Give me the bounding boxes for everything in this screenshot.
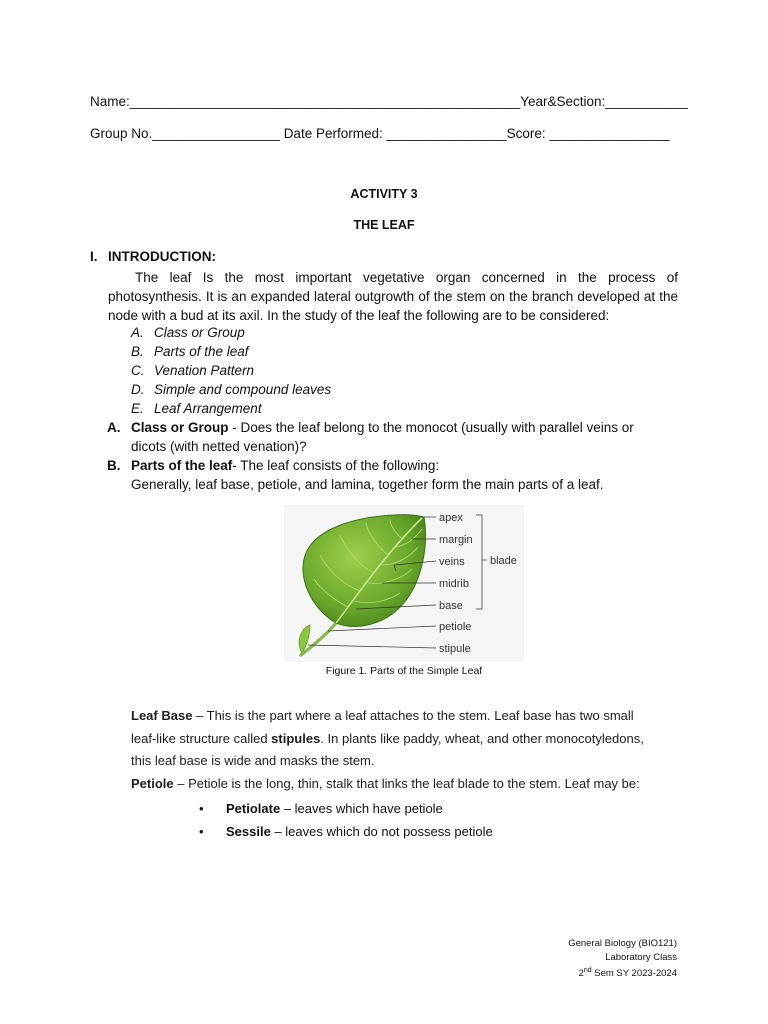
- intro-paragraph: The leaf Is the most important vegetative organ concerned in the process of photosynthesis. It is an expanded lateral outgrowth of the stem on the branch developed at the node with a bud at its axil. In the study of the leaf the following are to be considered:: [108, 270, 678, 323]
- bullet-term: Petiolate: [226, 801, 281, 816]
- leaf-figure: [284, 505, 524, 662]
- section-b-text: - The leaf consists of the following:: [232, 458, 440, 473]
- leaf-base-line-1: [131, 705, 691, 728]
- label-veins: veins: [439, 556, 465, 568]
- label-stipule: stipule: [439, 643, 471, 655]
- intro-number: I.: [90, 249, 98, 264]
- leaf-base-term: Leaf Base: [131, 708, 193, 723]
- footer-semester-text: Sem SY 2023-2024: [591, 968, 677, 980]
- petiole-term: Petiole: [131, 775, 174, 791]
- label-margin: margin: [439, 534, 473, 546]
- name-field[interactable]: ____________________________________________________: [129, 94, 521, 109]
- section-b: [107, 458, 439, 473]
- section-a-letter: A.: [107, 420, 121, 435]
- section-a: [107, 420, 634, 435]
- group-label: Group No.: [90, 126, 153, 141]
- footer-semester-suffix: nd: [583, 967, 592, 974]
- list-item: [131, 325, 245, 340]
- footer-line-3: [568, 964, 677, 981]
- date-field[interactable]: ________________: [386, 126, 507, 141]
- section-b-term: Parts of the leaf: [131, 458, 233, 473]
- footer-line-2: Laboratory Class: [605, 951, 677, 963]
- date-label: Date Performed:: [283, 126, 383, 141]
- leaf-base-text-2c: . In plants like paddy, wheat, and other monocotyledons,: [320, 730, 644, 746]
- list-text: Class or Group: [154, 325, 245, 340]
- bullet-term: Sessile: [226, 824, 271, 839]
- header-line-2: [90, 126, 670, 141]
- section-a-text: - Does the leaf belong to the monocot (usually with parallel veins or: [228, 420, 634, 435]
- stipules-term: stipules: [271, 730, 321, 746]
- header-line-1: [90, 94, 688, 109]
- year-section-label: Year&Section:: [520, 94, 606, 109]
- bullet-dot: •: [199, 824, 204, 839]
- list-text: Simple and compound leaves: [154, 382, 332, 397]
- leaf-base-text-2a: leaf-like structure called: [131, 730, 272, 746]
- activity-title: ACTIVITY 3: [350, 187, 418, 201]
- list-letter: A.: [131, 325, 144, 340]
- section-a-term: Class or Group: [131, 420, 229, 435]
- bullet-dot: •: [199, 801, 204, 816]
- leaf-base-paragraph: [131, 705, 691, 795]
- petiole-line: [131, 773, 691, 796]
- list-letter: B.: [131, 344, 144, 359]
- bullet-text: – leaves which do not possess petiole: [270, 824, 493, 839]
- footer-line-1: General Biology (BIO121): [568, 938, 677, 949]
- name-label: Name:: [90, 94, 130, 109]
- section-b-letter: B.: [107, 458, 121, 473]
- list-text: Venation Pattern: [154, 363, 255, 378]
- list-letter: E.: [131, 401, 144, 416]
- list-item: [131, 382, 331, 397]
- leaf-base-text-1: – This is the part where a leaf attaches to the stem. Leaf base has two small: [192, 708, 634, 723]
- bullet-text: – leaves which have petiole: [280, 801, 443, 816]
- intro-heading: [90, 249, 216, 264]
- label-blade: blade: [490, 555, 517, 567]
- figure-caption: Figure 1. Parts of the Simple Leaf: [325, 665, 483, 677]
- leaf-base-line-2: [131, 728, 691, 751]
- topic-title: THE LEAF: [353, 218, 415, 232]
- label-apex: apex: [439, 512, 463, 524]
- list-item: [131, 344, 249, 359]
- list-item: [131, 363, 254, 378]
- year-section-field[interactable]: ___________: [605, 94, 688, 109]
- group-field[interactable]: _________________: [152, 126, 280, 141]
- petiole-text: – Petiole is the long, thin, stalk that links the leaf blade to the stem. Leaf may be:: [173, 775, 640, 791]
- footer-semester-number: 2: [578, 968, 584, 980]
- list-text: Parts of the leaf: [154, 344, 249, 359]
- label-base: base: [439, 600, 463, 612]
- leaf-base-line-3: this leaf base is wide and masks the stem.: [131, 753, 375, 768]
- section-b-cont: Generally, leaf base, petiole, and lamina, together form the main parts of a leaf.: [131, 477, 604, 492]
- intro-heading-text: INTRODUCTION:: [108, 249, 216, 264]
- list-letter: D.: [131, 382, 145, 397]
- list-letter: C.: [131, 363, 145, 378]
- list-text: Leaf Arrangement: [154, 401, 262, 416]
- label-midrib: midrib: [439, 578, 469, 590]
- section-a-cont: dicots (with netted venation)?: [131, 439, 307, 454]
- list-item: [131, 401, 262, 416]
- score-field[interactable]: ________________: [549, 126, 670, 141]
- bullet-item: [199, 824, 493, 839]
- footer: [568, 937, 677, 981]
- label-petiole: petiole: [439, 621, 472, 633]
- score-label: Score:: [506, 126, 546, 141]
- bullet-item: [199, 801, 443, 816]
